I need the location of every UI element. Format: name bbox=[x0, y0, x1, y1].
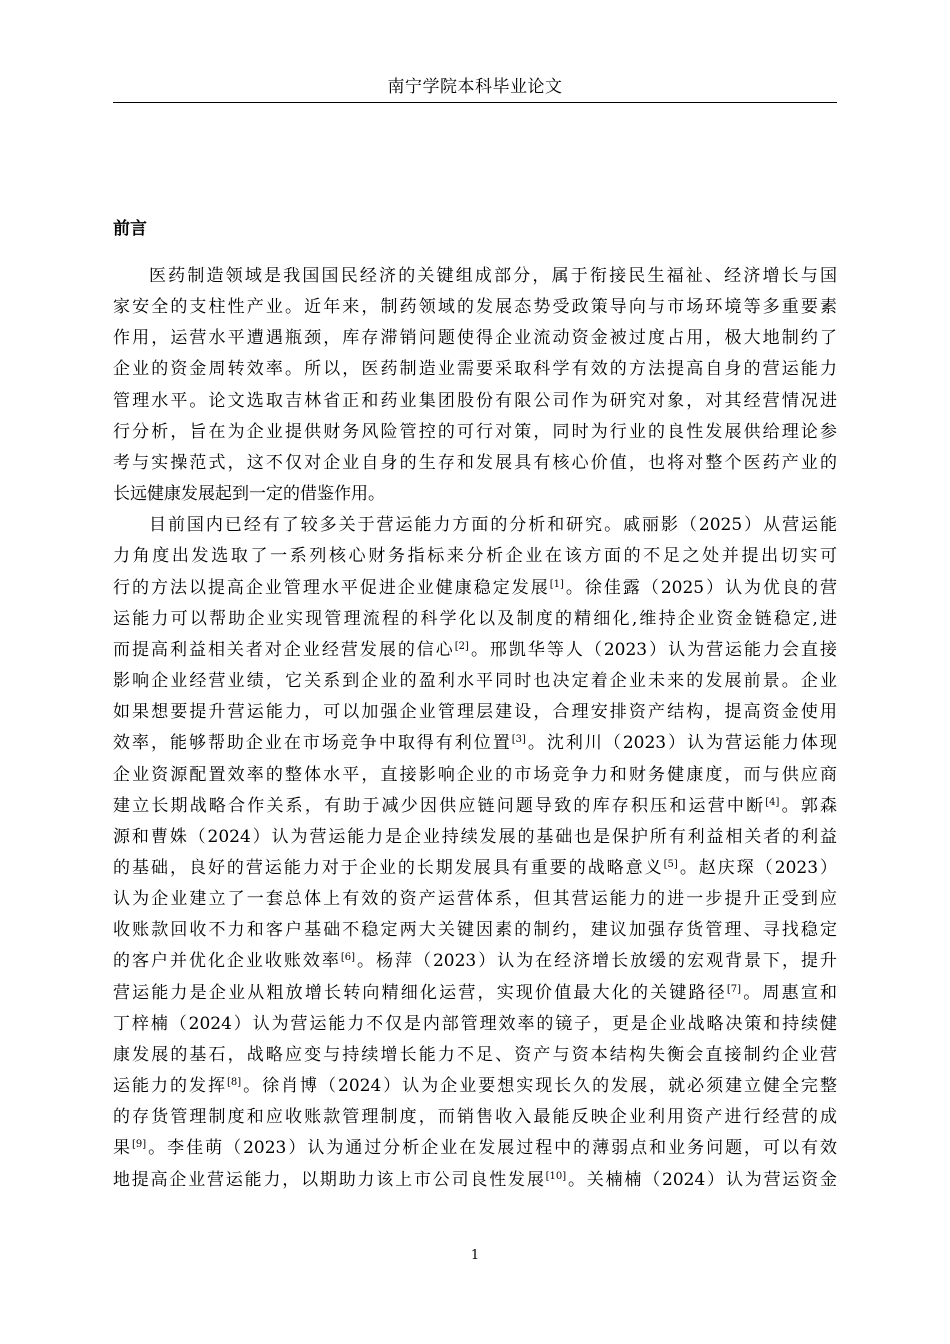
text-line: 果[9]。李佳萌（2023）认为通过分析企业在发展过程中的薄弱点和业务问题，可以有效 bbox=[113, 1138, 838, 1159]
text-line: 如果想要提升营运能力，可以加强企业管理层建设，合理安排资产结构，提高资金使用 bbox=[113, 702, 837, 723]
text-line: 企业资源配置效率的整体水平，直接影响企业的市场竞争力和财务健康度，而与供应商 bbox=[113, 764, 837, 785]
citation-marker: [2] bbox=[454, 640, 469, 652]
citation-marker: [6] bbox=[340, 952, 356, 964]
citation-marker: [8] bbox=[226, 1077, 242, 1089]
running-header: 南宁学院本科毕业论文 bbox=[387, 77, 563, 97]
citation-marker: [10] bbox=[545, 1170, 567, 1182]
citation-marker: [4] bbox=[765, 796, 780, 808]
text-line: 丁梓楠（2024）认为营运能力不仅是内部管理效率的镜子，更是企业战略决策和持续健 bbox=[113, 1013, 837, 1034]
text-line: 的存货管理制度和应收账款管理制度，而销售收入最能反映企业利用资产进行经营的成 bbox=[113, 1107, 837, 1128]
citation-marker: [9] bbox=[132, 1139, 147, 1151]
text-line: 考与实操范式，这不仅对企业自身的生存和发展具有核心价值，也将对整个医药产业的 bbox=[113, 452, 837, 473]
text-line: 管理水平。论文选取吉林省正和药业集团股份有限公司作为研究对象，对其经营情况进 bbox=[113, 390, 837, 411]
citation-marker: [5] bbox=[663, 858, 678, 870]
text-line: 康发展的基石，战略应变与持续增长能力不足、资产与资本结构失衡会直接制约企业营 bbox=[113, 1044, 837, 1065]
text-line: 力角度出发选取了一系列核心财务指标来分析企业在该方面的不足之处并提出切实可 bbox=[113, 546, 837, 567]
text-line: 认为企业建立了一套总体上有效的资产运营体系，但其营运能力的进一步提升正受到应 bbox=[113, 889, 837, 910]
citation-marker: [3] bbox=[511, 734, 526, 746]
text-line: 长远健康发展起到一定的借鉴作用。 bbox=[113, 484, 385, 505]
text-line: 地提高企业营运能力，以期助力该上市公司良性发展[10]。关楠楠（2024）认为营运资金 bbox=[113, 1169, 837, 1190]
text-line: 收账款回收不力和客户基础不稳定两大关键因素的制约，建议加强存货管理、寻找稳定 bbox=[113, 920, 837, 941]
text-line: 行的方法以提高企业管理水平促进企业健康稳定发展[1]。徐佳露（2025）认为优良的营 bbox=[113, 577, 838, 598]
body-text bbox=[113, 261, 837, 1196]
page-number: 1 bbox=[470, 1248, 480, 1263]
text-line: 目前国内已经有了较多关于营运能力方面的分析和研究。戚丽影（2025）从营运能 bbox=[149, 515, 837, 536]
text-line: 建立长期战略合作关系，有助于减少因供应链问题导致的库存积压和运营中断[4]。郭森 bbox=[113, 795, 838, 816]
text-line: 运能力可以帮助企业实现管理流程的科学化以及制度的精细化,维持企业资金链稳定,进 bbox=[113, 608, 837, 629]
text-line: 企业的资金周转效率。所以，医药制造业需要采取科学有效的方法提高自身的营运能力 bbox=[113, 359, 837, 380]
text-line: 影响企业经营业绩，它关系到企业的盈利水平同时也决定着企业未来的发展前景。企业 bbox=[113, 671, 837, 692]
text-line: 行分析，旨在为企业提供财务风险管控的可行对策，同时为行业的良性发展供给理论参 bbox=[113, 421, 837, 442]
text-line: 医药制造领域是我国国民经济的关键组成部分，属于衔接民生福祉、经济增长与国 bbox=[149, 266, 837, 286]
text-line: 源和曹姝（2024）认为营运能力是企业持续发展的基础也是保护所有利益相关者的利益 bbox=[113, 826, 837, 847]
text-line: 运能力的发挥[8]。徐肖博（2024）认为企业要想实现长久的发展，就必须建立健全完整 bbox=[113, 1076, 838, 1097]
citation-marker: [7] bbox=[726, 983, 742, 995]
citation-marker: [1] bbox=[549, 578, 564, 590]
text-line: 而提高利益相关者对企业经营发展的信心[2]。邢凯华等人（2023）认为营运能力会直接 bbox=[113, 639, 837, 660]
text-line: 营运能力是企业从粗放增长转向精细化运营，实现价值最大化的关键路径[7]。周惠宣和 bbox=[113, 982, 838, 1003]
text-line: 的客户并优化企业收账效率[6]。杨萍（2023）认为在经济增长放缓的宏观背景下，提升 bbox=[113, 951, 838, 972]
text-line: 作用，运营水平遭遇瓶颈，库存滞销问题使得企业流动资金被过度占用，极大地制约了 bbox=[113, 328, 837, 349]
paragraph bbox=[113, 510, 837, 1195]
paragraph bbox=[113, 261, 837, 510]
section-heading: 前言 bbox=[113, 219, 147, 239]
text-line: 效率，能够帮助企业在市场竞争中取得有利位置[3]。沈利川（2023）认为营运能力体现 bbox=[113, 733, 838, 754]
header-rule bbox=[113, 102, 837, 103]
text-line: 的基础，良好的营运能力对于企业的长期发展具有重要的战略意义[5]。赵庆琛（2023） bbox=[113, 857, 838, 878]
text-line: 家安全的支柱性产业。近年来，制药领域的发展态势受政策导向与市场环境等多重要素 bbox=[113, 297, 837, 318]
